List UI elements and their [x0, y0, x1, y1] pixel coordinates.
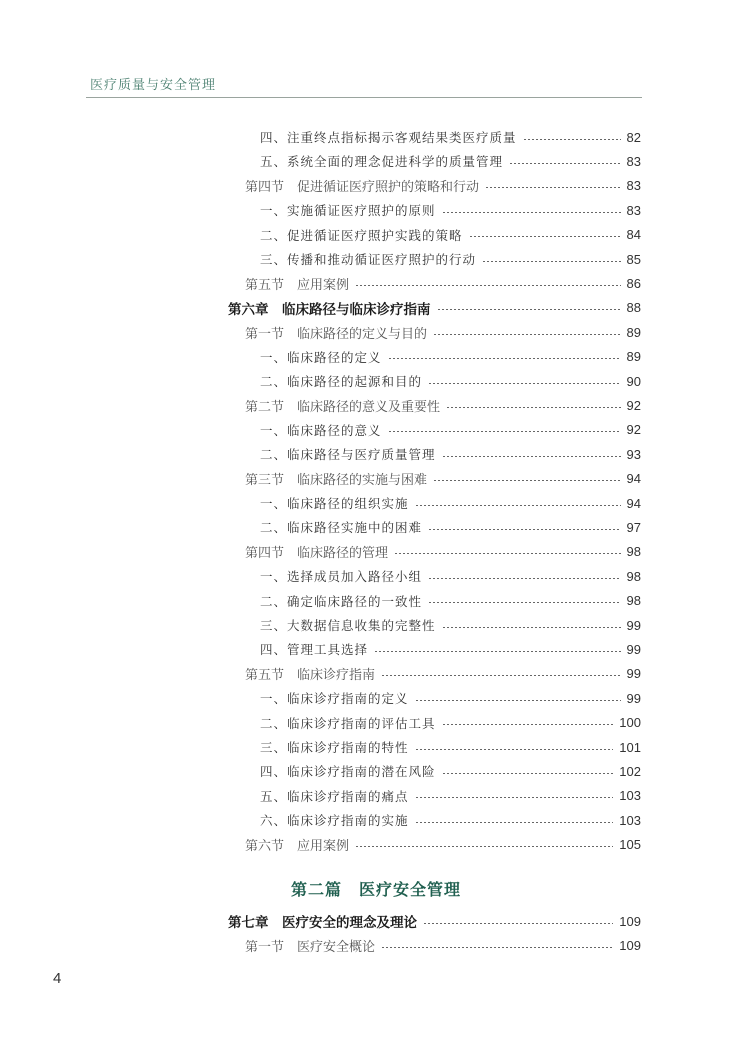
- toc-entry-page: 94: [626, 495, 641, 511]
- toc-entry-label: 六、临床诊疗指南的实施: [260, 813, 409, 829]
- dot-leader: [442, 456, 621, 457]
- toc-entry-item[interactable]: [260, 150, 641, 172]
- toc-entry-item[interactable]: [260, 565, 641, 587]
- toc-entry-page: 83: [626, 153, 641, 169]
- header-rule: [86, 97, 642, 98]
- toc-entry-chapter[interactable]: [228, 910, 641, 932]
- toc-entry-page: 101: [619, 739, 641, 755]
- dot-leader: [428, 529, 621, 530]
- toc-entry-item[interactable]: [260, 346, 641, 368]
- toc-entry-label: 四、注重终点指标揭示客观结果类医疗质量: [260, 130, 517, 145]
- toc-entry-label: 二、临床路径实施中的困难: [260, 520, 423, 536]
- dot-leader: [355, 285, 621, 286]
- dot-leader: [442, 724, 614, 725]
- toc-entry-label: 二、临床路径的起源和目的: [260, 374, 423, 389]
- toc-entry-section[interactable]: [245, 468, 641, 490]
- dot-leader: [433, 334, 621, 335]
- toc-entry-item[interactable]: [260, 809, 641, 831]
- dot-leader: [509, 163, 621, 164]
- toc-entry-page: 94: [626, 471, 641, 487]
- toc-entry-page: 84: [626, 227, 641, 243]
- toc-entry-item[interactable]: [260, 638, 641, 660]
- dot-leader: [374, 651, 621, 652]
- toc-entry-label: 二、促进循证医疗照护实践的策略: [260, 227, 463, 243]
- toc-entry-page: 83: [626, 202, 641, 218]
- toc-entry-section[interactable]: [245, 834, 641, 856]
- dot-leader: [442, 773, 614, 774]
- toc-entry-section[interactable]: [245, 175, 641, 197]
- toc-entry-label: 第六章 临床路径与临床诊疗指南: [228, 301, 431, 318]
- toc-entry-page: 85: [626, 251, 641, 267]
- toc-entry-item[interactable]: [260, 443, 641, 465]
- toc-entry-page: 82: [626, 129, 641, 145]
- toc-entry-section[interactable]: [245, 394, 641, 416]
- toc-entry-section[interactable]: [245, 934, 641, 956]
- dot-leader: [428, 578, 621, 579]
- dot-leader: [388, 358, 621, 359]
- dot-leader: [437, 309, 621, 310]
- dot-leader: [428, 383, 621, 384]
- toc-entry-label: 第五节 应用案例: [245, 277, 350, 293]
- toc-entry-label: 第五节 临床诊疗指南: [245, 668, 376, 684]
- toc-entry-label: 五、临床诊疗指南的痛点: [260, 788, 409, 804]
- toc-entry-label: 一、临床路径的定义: [260, 349, 382, 365]
- toc-entry-item[interactable]: [260, 492, 641, 514]
- toc-entry-label: 二、临床诊疗指南的评估工具: [260, 715, 436, 731]
- toc-entry-page: 98: [626, 593, 641, 609]
- dot-leader: [423, 923, 613, 924]
- toc-entry-page: 97: [626, 519, 641, 535]
- toc-entry-section[interactable]: [245, 541, 641, 563]
- toc-entry-page: 98: [626, 544, 641, 560]
- toc-entry-page: 92: [626, 397, 641, 413]
- dot-leader: [446, 407, 621, 408]
- toc-entry-page: 88: [626, 300, 641, 316]
- toc-entry-label: 一、临床路径的组织实施: [260, 496, 409, 511]
- page-number: 4: [53, 970, 62, 987]
- toc-entry-page: 99: [626, 617, 641, 633]
- toc-entry-item[interactable]: [260, 614, 641, 636]
- toc-entry-page: 86: [626, 275, 641, 291]
- toc-entry-label: 一、临床路径的意义: [260, 422, 382, 438]
- toc-entry-item[interactable]: [260, 419, 641, 441]
- toc-entry-page: 105: [619, 837, 641, 853]
- dot-leader: [415, 749, 614, 750]
- toc-entry-page: 83: [626, 178, 641, 194]
- dot-leader: [428, 602, 621, 603]
- toc-entry-page: 103: [619, 812, 641, 828]
- toc-entry-section[interactable]: [245, 663, 641, 685]
- toc-entry-label: 第四节 促进循证医疗照护的策略和行动: [245, 180, 480, 196]
- toc-entry-label: 一、实施循证医疗照护的原则: [260, 203, 436, 219]
- dot-leader: [442, 627, 621, 628]
- toc-entry-label: 三、传播和推动循证医疗照护的行动: [260, 252, 477, 267]
- toc-entry-label: 五、系统全面的理念促进科学的质量管理: [260, 154, 504, 170]
- toc-entry-label: 第一节 临床路径的定义与目的: [245, 326, 428, 342]
- toc-entry-item[interactable]: [260, 248, 641, 270]
- toc-entry-section[interactable]: [245, 272, 641, 294]
- toc-entry-page: 90: [626, 373, 641, 389]
- running-header: 医疗质量与安全管理: [90, 78, 217, 93]
- dot-leader: [482, 261, 621, 262]
- toc-entry-page: 93: [626, 446, 641, 462]
- dot-leader: [523, 139, 621, 140]
- toc-entry-label: 二、确定临床路径的一致性: [260, 593, 423, 609]
- toc-entry-item[interactable]: [260, 126, 641, 148]
- dot-leader: [469, 236, 621, 237]
- dot-leader: [355, 846, 613, 847]
- toc-entry-item[interactable]: [260, 712, 641, 734]
- toc-entry-item[interactable]: [260, 590, 641, 612]
- dot-leader: [388, 431, 621, 432]
- toc-entry-label: 一、临床诊疗指南的定义: [260, 691, 409, 707]
- toc-entry-label: 三、大数据信息收集的完整性: [260, 618, 436, 633]
- toc-entry-label: 四、临床诊疗指南的潜在风险: [260, 764, 436, 780]
- toc-entry-item[interactable]: [260, 516, 641, 538]
- dot-leader: [394, 553, 621, 554]
- toc-entry-item[interactable]: [260, 687, 641, 709]
- toc-entry-item[interactable]: [260, 736, 641, 758]
- toc-entry-label: 第七章 医疗安全的理念及理论: [228, 915, 417, 931]
- dot-leader: [442, 212, 621, 213]
- toc-entry-label: 二、临床路径与医疗质量管理: [260, 447, 436, 463]
- toc-entry-page: 109: [619, 937, 641, 953]
- toc-entry-page: 99: [626, 690, 641, 706]
- toc-entry-page: 109: [619, 913, 641, 929]
- dot-leader: [485, 187, 621, 188]
- toc-entry-label: 一、选择成员加入路径小组: [260, 569, 423, 585]
- toc-entry-item[interactable]: [260, 760, 641, 782]
- toc-entry-label: 第二节 临床路径的意义及重要性: [245, 399, 441, 415]
- dot-leader: [381, 675, 621, 676]
- dot-leader: [381, 947, 613, 948]
- toc-entry-label: 三、临床诊疗指南的特性: [260, 740, 409, 755]
- toc-entry-section[interactable]: [245, 321, 641, 343]
- toc-entry-page: 92: [626, 422, 641, 438]
- toc-entry-item[interactable]: [260, 370, 641, 392]
- toc-entry-item[interactable]: [260, 224, 641, 246]
- toc-entry-label: 第一节 医疗安全概论: [245, 939, 376, 955]
- part-title: 第二篇 医疗安全管理: [290, 880, 461, 899]
- dot-leader: [415, 700, 621, 701]
- toc-entry-chapter[interactable]: [228, 297, 641, 319]
- toc-entry-label: 第四节 临床路径的管理: [245, 546, 389, 562]
- toc-entry-page: 100: [619, 715, 641, 731]
- toc-entry-page: 99: [626, 666, 641, 682]
- dot-leader: [415, 822, 614, 823]
- toc-entry-page: 102: [619, 763, 641, 779]
- toc-entry-page: 89: [626, 349, 641, 365]
- toc-entry-page: 98: [626, 568, 641, 584]
- dot-leader: [433, 480, 621, 481]
- toc-entry-item[interactable]: [260, 199, 641, 221]
- toc-entry-page: 103: [619, 788, 641, 804]
- dot-leader: [415, 797, 614, 798]
- toc-entry-page: 89: [626, 324, 641, 340]
- toc-entry-page: 99: [626, 641, 641, 657]
- toc-entry-item[interactable]: [260, 785, 641, 807]
- toc-entry-label: 第三节 临床路径的实施与困难: [245, 473, 428, 489]
- toc-entry-label: 四、管理工具选择: [260, 642, 369, 658]
- toc-entry-label: 第六节 应用案例: [245, 839, 350, 855]
- dot-leader: [415, 505, 621, 506]
